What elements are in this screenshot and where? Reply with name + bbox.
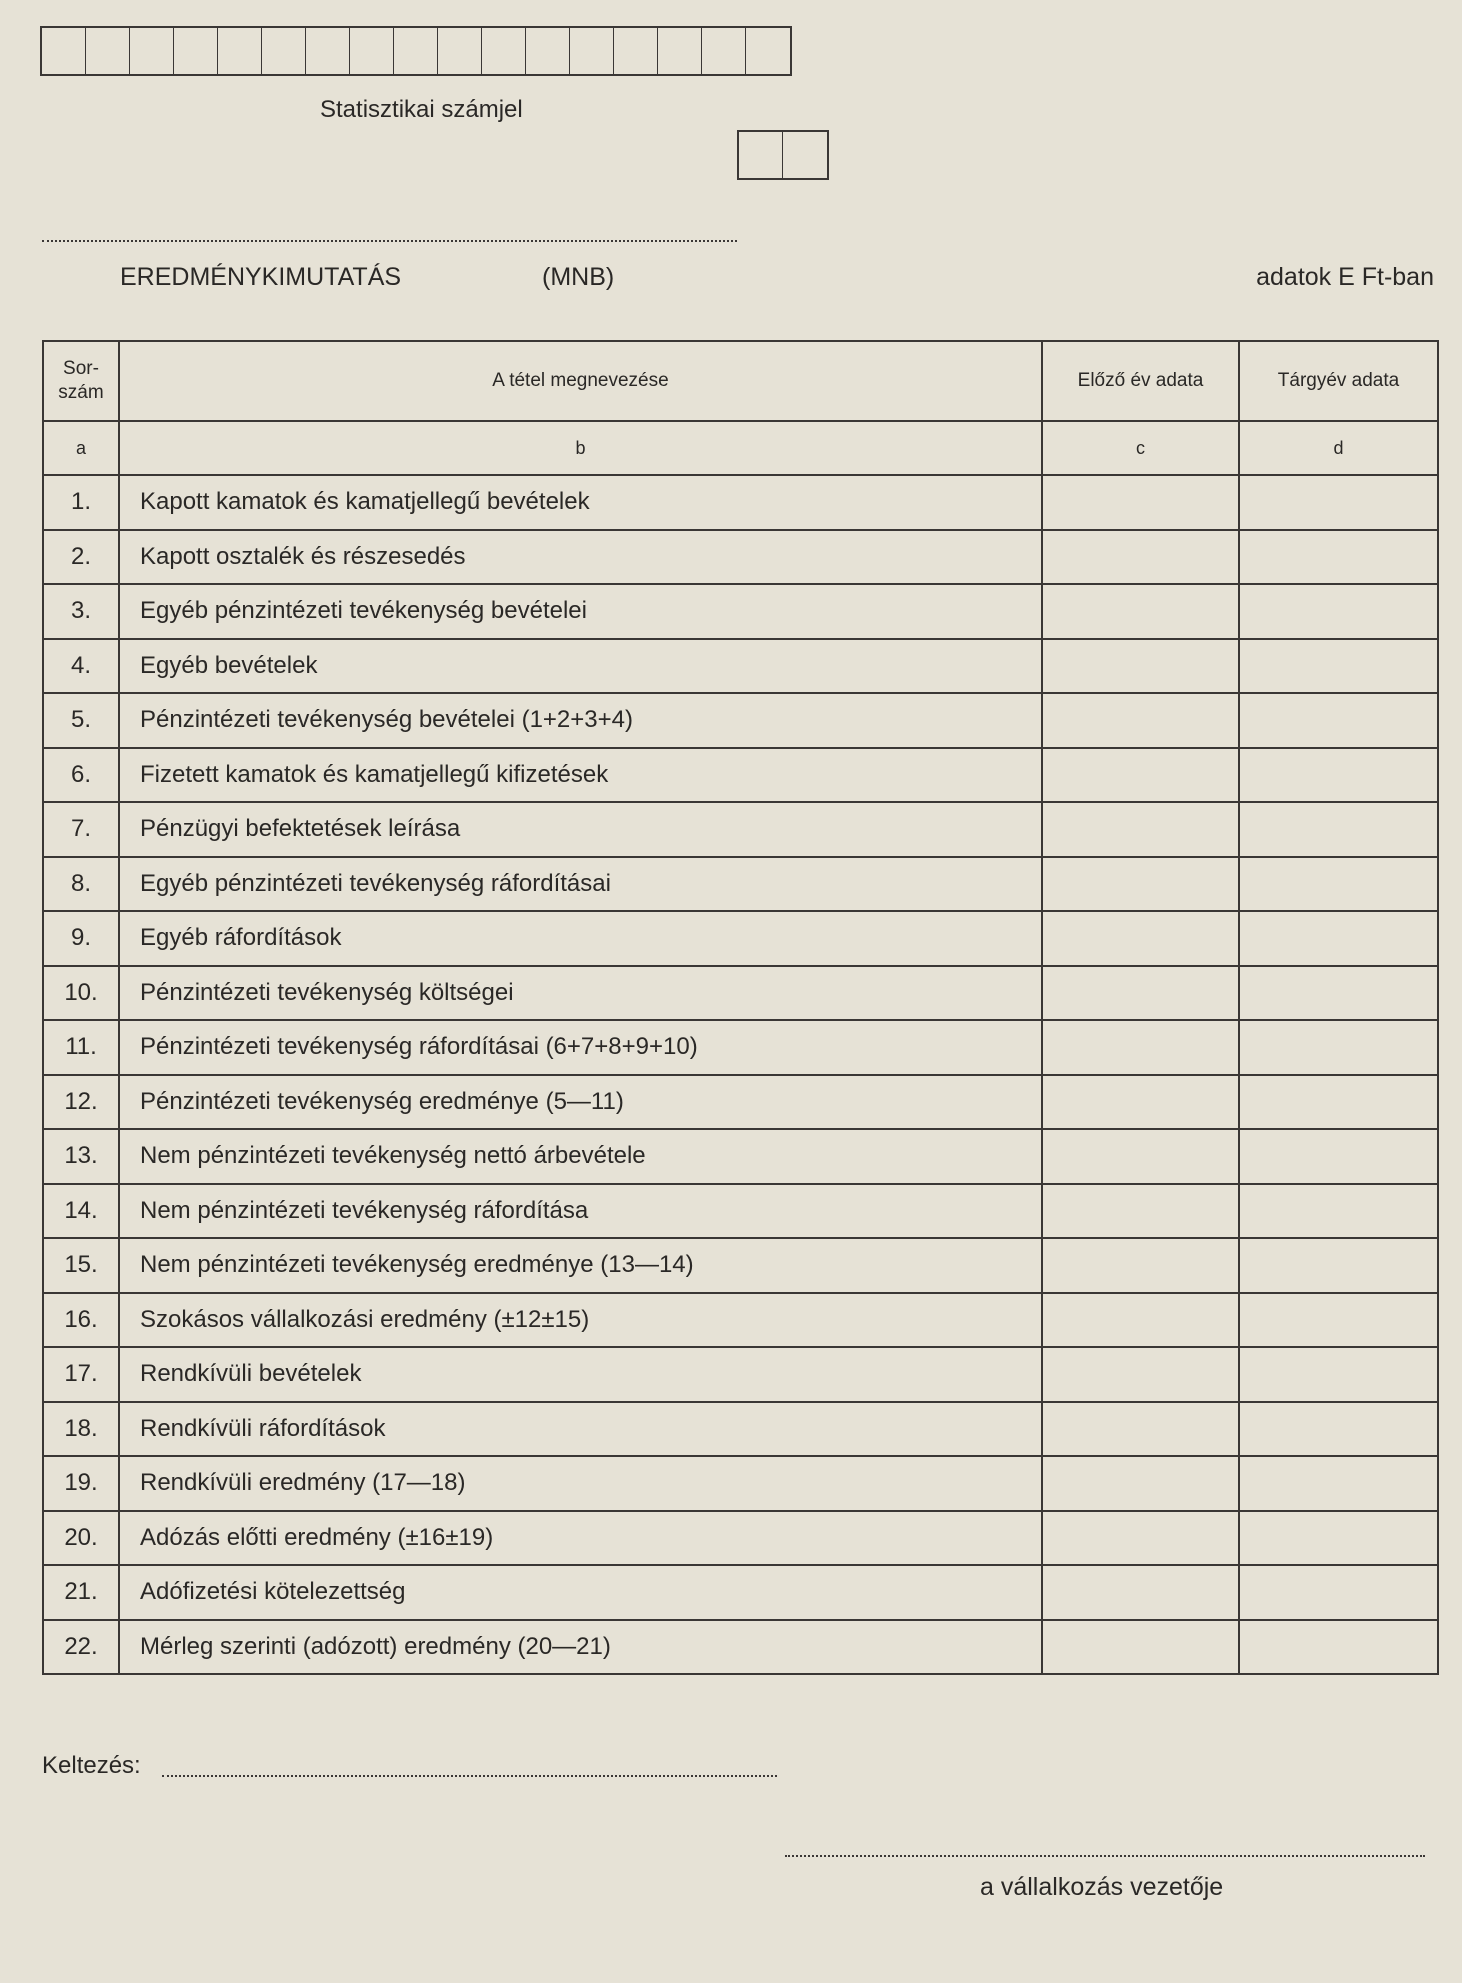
row-number: 22. — [43, 1620, 119, 1675]
row-item-name: Pénzügyi befektetések leírása — [119, 802, 1042, 857]
previous-year-cell[interactable] — [1042, 1184, 1239, 1239]
current-year-cell[interactable] — [1239, 1075, 1438, 1130]
previous-year-cell[interactable] — [1042, 1347, 1239, 1402]
previous-year-cell[interactable] — [1042, 530, 1239, 585]
current-year-cell[interactable] — [1239, 693, 1438, 748]
row-number: 4. — [43, 639, 119, 694]
table-row — [43, 1456, 1438, 1511]
table-row — [43, 1511, 1438, 1566]
stat-id-cell[interactable] — [570, 28, 614, 74]
table-row — [43, 748, 1438, 803]
previous-year-cell[interactable] — [1042, 475, 1239, 530]
table-row — [43, 802, 1438, 857]
row-item-name: Pénzintézeti tevékenység eredménye (5—11) — [119, 1075, 1042, 1130]
table-row — [43, 1620, 1438, 1675]
table-row — [43, 1129, 1438, 1184]
row-item-name: Fizetett kamatok és kamatjellegű kifizetések — [119, 748, 1042, 803]
stat-id-cell[interactable] — [702, 28, 746, 74]
code-boxes[interactable] — [737, 130, 829, 180]
current-year-cell[interactable] — [1239, 1620, 1438, 1675]
stat-id-cell[interactable] — [350, 28, 394, 74]
row-item-name: Szokásos vállalkozási eredmény (±12±15) — [119, 1293, 1042, 1348]
row-item-name: Adózás előtti eredmény (±16±19) — [119, 1511, 1042, 1566]
previous-year-cell[interactable] — [1042, 584, 1239, 639]
current-year-cell[interactable] — [1239, 1402, 1438, 1457]
row-number: 16. — [43, 1293, 119, 1348]
stat-id-cell[interactable] — [614, 28, 658, 74]
row-item-name: Pénzintézeti tevékenység költségei — [119, 966, 1042, 1021]
row-number: 17. — [43, 1347, 119, 1402]
previous-year-cell[interactable] — [1042, 1075, 1239, 1130]
signature-label: a vállalkozás vezetője — [980, 1873, 1224, 1901]
table-row — [43, 857, 1438, 912]
row-number: 12. — [43, 1075, 119, 1130]
row-item-name: Nem pénzintézeti tevékenység eredménye (13—14) — [119, 1238, 1042, 1293]
table-row — [43, 1020, 1438, 1075]
previous-year-cell[interactable] — [1042, 1565, 1239, 1620]
table-row — [43, 530, 1438, 585]
stat-id-cell[interactable] — [306, 28, 350, 74]
column-letters-row — [43, 421, 1438, 475]
table-row — [43, 1402, 1438, 1457]
table-header-row — [43, 341, 1438, 421]
previous-year-cell[interactable] — [1042, 693, 1239, 748]
header-current-year: Tárgyév adata — [1239, 341, 1438, 421]
current-year-cell[interactable] — [1239, 1511, 1438, 1566]
stat-id-cell[interactable] — [746, 28, 790, 74]
stat-id-cell[interactable] — [526, 28, 570, 74]
date-label: Keltezés: — [42, 1752, 141, 1779]
previous-year-cell[interactable] — [1042, 639, 1239, 694]
name-line[interactable] — [42, 240, 737, 242]
stat-id-cell[interactable] — [42, 28, 86, 74]
row-item-name: Rendkívüli bevételek — [119, 1347, 1042, 1402]
header-item-name: A tétel megnevezése — [119, 341, 1042, 421]
letter-b: b — [119, 421, 1042, 475]
letter-d: d — [1239, 421, 1438, 475]
previous-year-cell[interactable] — [1042, 857, 1239, 912]
table-row — [43, 1565, 1438, 1620]
current-year-cell[interactable] — [1239, 1238, 1438, 1293]
row-number: 15. — [43, 1238, 119, 1293]
previous-year-cell[interactable] — [1042, 1456, 1239, 1511]
statistical-id-boxes[interactable] — [40, 26, 792, 76]
stat-id-cell[interactable] — [130, 28, 174, 74]
previous-year-cell[interactable] — [1042, 966, 1239, 1021]
row-item-name: Nem pénzintézeti tevékenység nettó árbevétele — [119, 1129, 1042, 1184]
row-item-name: Adófizetési kötelezettség — [119, 1565, 1042, 1620]
current-year-cell[interactable] — [1239, 1184, 1438, 1239]
row-item-name: Egyéb ráfordítások — [119, 911, 1042, 966]
row-number: 14. — [43, 1184, 119, 1239]
unit-note: adatok E Ft-ban — [1256, 263, 1434, 291]
code-cell[interactable] — [783, 132, 827, 178]
letter-c: c — [1042, 421, 1239, 475]
table-row — [43, 911, 1438, 966]
current-year-cell[interactable] — [1239, 1347, 1438, 1402]
row-number: 20. — [43, 1511, 119, 1566]
date-field[interactable] — [162, 1775, 777, 1777]
previous-year-cell[interactable] — [1042, 1293, 1239, 1348]
previous-year-cell[interactable] — [1042, 1238, 1239, 1293]
income-statement-table — [42, 340, 1439, 1675]
table-row — [43, 693, 1438, 748]
header-row-number: Sor- szám — [43, 341, 119, 421]
current-year-cell[interactable] — [1239, 857, 1438, 912]
current-year-cell[interactable] — [1239, 639, 1438, 694]
row-item-name: Kapott osztalék és részesedés — [119, 530, 1042, 585]
current-year-cell[interactable] — [1239, 1565, 1438, 1620]
stat-id-cell[interactable] — [658, 28, 702, 74]
current-year-cell[interactable] — [1239, 1129, 1438, 1184]
current-year-cell[interactable] — [1239, 530, 1438, 585]
current-year-cell[interactable] — [1239, 1020, 1438, 1075]
stat-id-cell[interactable] — [218, 28, 262, 74]
table-row — [43, 475, 1438, 530]
row-number: 2. — [43, 530, 119, 585]
stat-id-cell[interactable] — [262, 28, 306, 74]
current-year-cell[interactable] — [1239, 475, 1438, 530]
row-item-name: Pénzintézeti tevékenység bevételei (1+2+3+4) — [119, 693, 1042, 748]
row-number: 8. — [43, 857, 119, 912]
letter-a: a — [43, 421, 119, 475]
row-item-name: Egyéb pénzintézeti tevékenység bevételei — [119, 584, 1042, 639]
row-number: 21. — [43, 1565, 119, 1620]
header-previous-year: Előző év adata — [1042, 341, 1239, 421]
current-year-cell[interactable] — [1239, 966, 1438, 1021]
row-item-name: Egyéb pénzintézeti tevékenység ráfordításai — [119, 857, 1042, 912]
row-number: 5. — [43, 693, 119, 748]
current-year-cell[interactable] — [1239, 584, 1438, 639]
table-row — [43, 1347, 1438, 1402]
table-row — [43, 584, 1438, 639]
table-row — [43, 1293, 1438, 1348]
current-year-cell[interactable] — [1239, 1293, 1438, 1348]
row-item-name: Mérleg szerinti (adózott) eredmény (20—21) — [119, 1620, 1042, 1675]
previous-year-cell[interactable] — [1042, 1402, 1239, 1457]
row-number: 18. — [43, 1402, 119, 1457]
stat-id-cell[interactable] — [174, 28, 218, 74]
table-row — [43, 1238, 1438, 1293]
row-item-name: Egyéb bevételek — [119, 639, 1042, 694]
stat-id-cell[interactable] — [438, 28, 482, 74]
code-cell[interactable] — [739, 132, 783, 178]
form-title: EREDMÉNYKIMUTATÁS — [120, 263, 402, 291]
row-number: 7. — [43, 802, 119, 857]
previous-year-cell[interactable] — [1042, 1020, 1239, 1075]
stat-id-label: Statisztikai számjel — [320, 96, 523, 123]
row-item-name: Nem pénzintézeti tevékenység ráfordítása — [119, 1184, 1042, 1239]
signature-line[interactable] — [785, 1855, 1425, 1857]
row-item-name: Rendkívüli eredmény (17—18) — [119, 1456, 1042, 1511]
table-row — [43, 966, 1438, 1021]
row-number: 10. — [43, 966, 119, 1021]
row-number: 1. — [43, 475, 119, 530]
previous-year-cell[interactable] — [1042, 1620, 1239, 1675]
table-row — [43, 639, 1438, 694]
row-number: 11. — [43, 1020, 119, 1075]
row-item-name: Rendkívüli ráfordítások — [119, 1402, 1042, 1457]
row-number: 9. — [43, 911, 119, 966]
current-year-cell[interactable] — [1239, 911, 1438, 966]
table-row — [43, 1075, 1438, 1130]
previous-year-cell[interactable] — [1042, 748, 1239, 803]
row-item-name: Pénzintézeti tevékenység ráfordításai (6+7+8+9+10) — [119, 1020, 1042, 1075]
previous-year-cell[interactable] — [1042, 802, 1239, 857]
row-number: 13. — [43, 1129, 119, 1184]
stat-id-cell[interactable] — [86, 28, 130, 74]
row-number: 19. — [43, 1456, 119, 1511]
previous-year-cell[interactable] — [1042, 1511, 1239, 1566]
current-year-cell[interactable] — [1239, 802, 1438, 857]
stat-id-cell[interactable] — [394, 28, 438, 74]
table-row — [43, 1184, 1438, 1239]
current-year-cell[interactable] — [1239, 1456, 1438, 1511]
stat-id-cell[interactable] — [482, 28, 526, 74]
form-code: (MNB) — [542, 263, 615, 291]
row-number: 3. — [43, 584, 119, 639]
previous-year-cell[interactable] — [1042, 911, 1239, 966]
previous-year-cell[interactable] — [1042, 1129, 1239, 1184]
row-number: 6. — [43, 748, 119, 803]
current-year-cell[interactable] — [1239, 748, 1438, 803]
row-item-name: Kapott kamatok és kamatjellegű bevételek — [119, 475, 1042, 530]
